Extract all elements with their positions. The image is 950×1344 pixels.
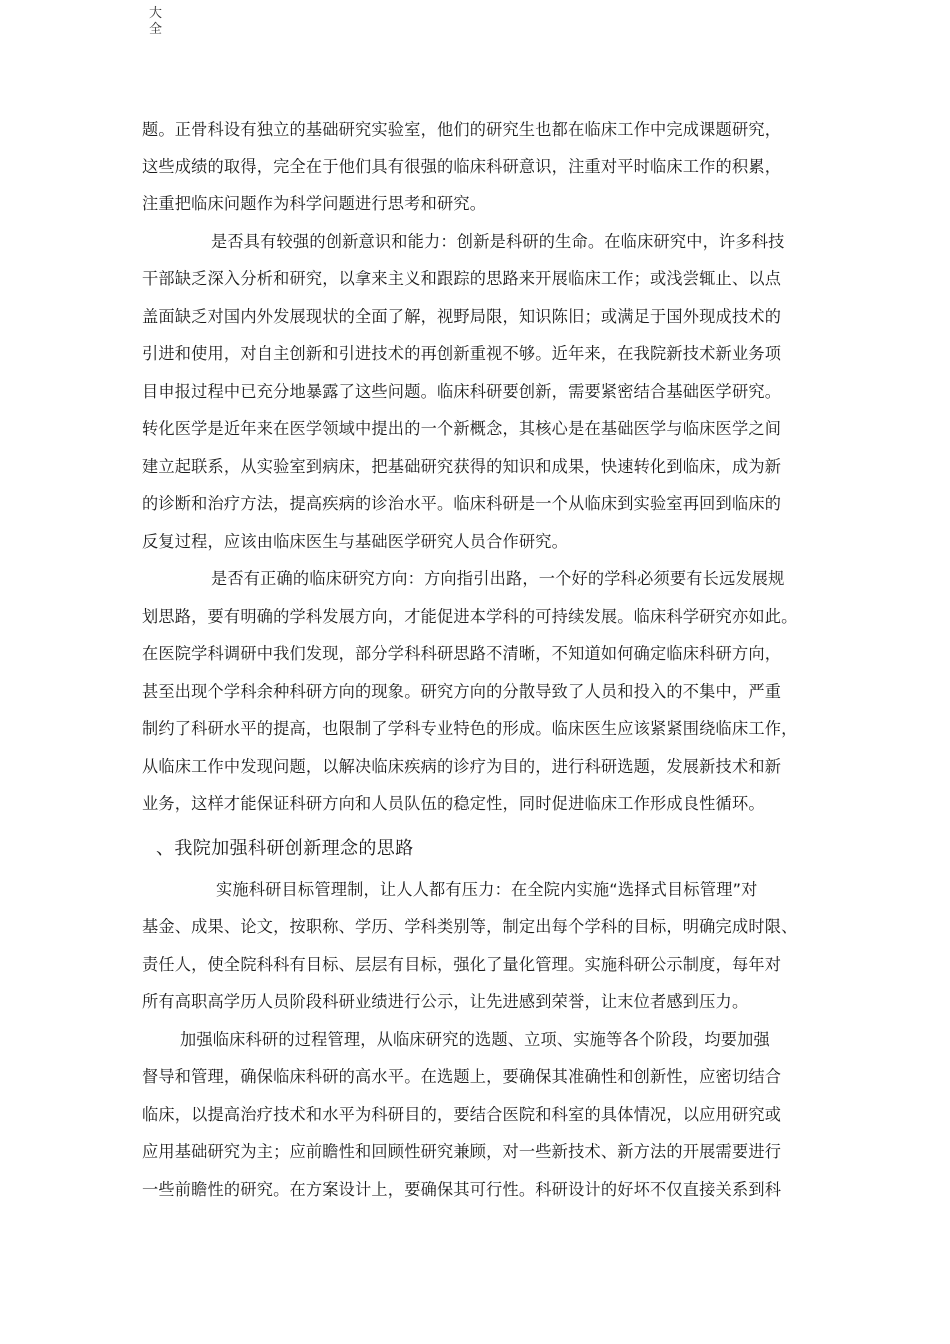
text-line: 引进和使用，对自主创新和引进技术的再创新重视不够。近年来，在我院新技术新业务项: [142, 344, 782, 363]
text-line: 目申报过程中已充分地暴露了这些问题。临床科研要创新，需要紧密结合基础医学研究。: [142, 382, 782, 401]
text-line: 所有高职高学历人员阶段科研业绩进行公示，让先进感到荣誉，让末位者感到压力。: [142, 992, 749, 1011]
text-line: 应用基础研究为主；应前瞻性和回顾性研究兼顾，对一些新技术、新方法的开展需要进行: [142, 1142, 782, 1161]
text-line: 的诊断和治疗方法，提高疾病的诊治水平。临床科研是一个从临床到实验室再回到临床的: [142, 494, 782, 513]
text-line: 临床，以提高治疗技术和水平为科研目的，要结合医院和科室的具体情况，以应用研究或: [142, 1105, 782, 1124]
section-heading: 、我院加强科研创新理念的思路: [156, 838, 414, 859]
text-line: 甚至出现个学科余种科研方向的现象。研究方向的分散导致了人员和投入的不集中，严重: [142, 682, 782, 701]
text-line: 注重把临床问题作为科学问题进行思考和研究。: [142, 194, 487, 213]
text-line: 责任人，使全院科科有目标、层层有目标，强化了量化管理。实施科研公示制度，每年对: [142, 955, 782, 974]
text-line: 盖面缺乏对国内外发展现状的全面了解，视野局限，知识陈旧；或满足于国外现成技术的: [142, 307, 782, 326]
text-line: 反复过程，应该由临床医生与基础医学研究人员合作研究。: [142, 532, 569, 551]
text-line: 这些成绩的取得，完全在于他们具有很强的临床科研意识，注重对平时临床工作的积累，: [142, 157, 782, 176]
text-line: 基金、成果、论文，按职称、学历、学科类别等，制定出每个学科的目标，明确完成时限、: [142, 917, 798, 936]
paragraph-first-line: 是否具有较强的创新意识和能力：创新是科研的生命。在临床研究中，许多科技: [211, 232, 785, 251]
text-line: 从临床工作中发现问题，以解决临床疾病的诊疗为目的，进行科研选题，发展新技术和新: [142, 757, 782, 776]
text-line: 一些前瞻性的研究。在方案设计上，要确保其可行性。科研设计的好坏不仅直接关系到科: [142, 1180, 782, 1199]
text-line: 制约了科研水平的提高，也限制了学科专业特色的形成。临床医生应该紧紧围绕临床工作，: [142, 719, 798, 738]
text-line: 督导和管理，确保临床科研的高水平。在选题上，要确保其准确性和创新性，应密切结合: [142, 1067, 782, 1086]
header-mark: [149, 6, 165, 38]
paragraph-first-line: 是否有正确的临床研究方向：方向指引出路，一个好的学科必须要有长远发展规: [211, 569, 785, 588]
text-line: 干部缺乏深入分析和研究，以拿来主义和跟踪的思路来开展临床工作；或浅尝辄止、以点: [142, 269, 782, 288]
paragraph-first-line: 实施科研目标管理制，让人人都有压力：在全院内实施“选择式目标管理”对: [216, 880, 758, 899]
text-line: 题。正骨科设有独立的基础研究实验室，他们的研究生也都在临床工作中完成课题研究，: [142, 120, 782, 139]
header-mark-line-1: 大: [149, 6, 163, 21]
header-mark-line-2: 全: [149, 22, 163, 37]
text-line: 建立起联系，从实验室到病床，把基础研究获得的知识和成果，快速转化到临床，成为新: [142, 457, 782, 476]
text-line: 转化医学是近年来在医学领域中提出的一个新概念，其核心是在基础医学与临床医学之间: [142, 419, 782, 438]
text-line: 在医院学科调研中我们发现，部分学科科研思路不清晰，不知道如何确定临床科研方向，: [142, 644, 782, 663]
paragraph-first-line: 加强临床科研的过程管理，从临床研究的选题、立项、实施等各个阶段，均要加强: [180, 1030, 770, 1049]
text-line: 划思路，要有明确的学科发展方向，才能促进本学科的可持续发展。临床科学研究亦如此。: [142, 607, 798, 626]
text-line: 业务，这样才能保证科研方向和人员队伍的稳定性，同时促进临床工作形成良性循环。: [142, 794, 765, 813]
